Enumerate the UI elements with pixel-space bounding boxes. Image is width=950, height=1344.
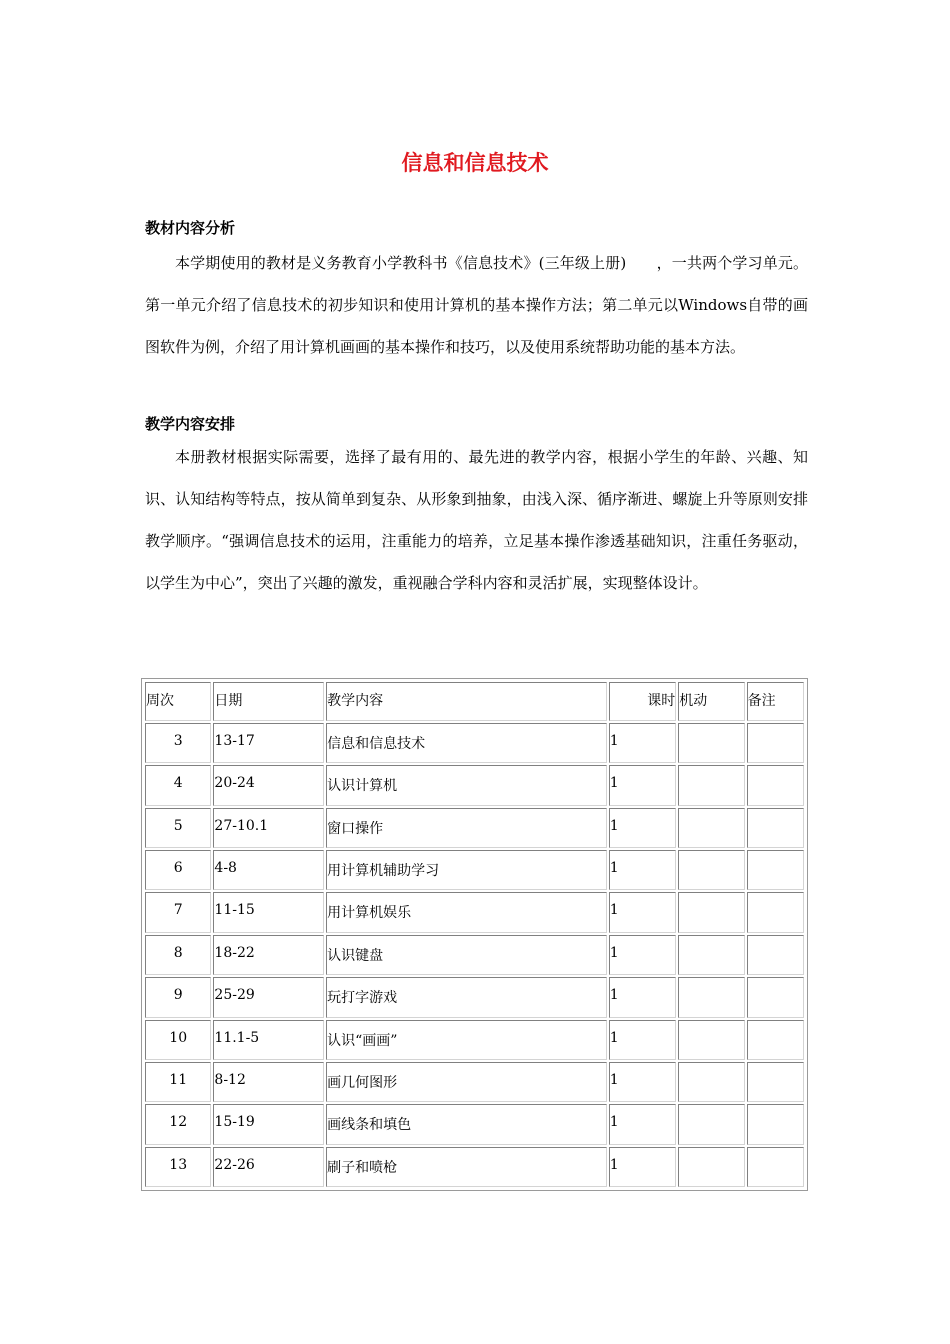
- cell-flex: [678, 892, 744, 932]
- header-date: 日期: [213, 682, 324, 721]
- cell-note: [747, 1020, 804, 1060]
- cell-week: 9: [145, 977, 211, 1017]
- cell-flex: [678, 1104, 744, 1144]
- cell-hours: 1: [609, 1147, 676, 1187]
- header-content: 教学内容: [326, 682, 607, 721]
- table-row: [145, 935, 804, 975]
- schedule-table: [141, 678, 808, 1191]
- cell-hours: 1: [609, 808, 676, 848]
- cell-note: [747, 935, 804, 975]
- header-note: 备注: [747, 682, 804, 721]
- cell-hours: 1: [609, 1062, 676, 1102]
- cell-week: 12: [145, 1104, 211, 1144]
- table-row: [145, 850, 804, 890]
- cell-note: [747, 723, 804, 763]
- cell-hours: 1: [609, 935, 676, 975]
- cell-week: 10: [145, 1020, 211, 1060]
- cell-content: 窗口操作: [326, 808, 607, 848]
- table-row: [145, 892, 804, 932]
- cell-date: 22-26: [213, 1147, 324, 1187]
- cell-week: 3: [145, 723, 211, 763]
- cell-flex: [678, 723, 744, 763]
- cell-note: [747, 1062, 804, 1102]
- cell-note: [747, 1104, 804, 1144]
- cell-week: 7: [145, 892, 211, 932]
- cell-flex: [678, 808, 744, 848]
- cell-flex: [678, 935, 744, 975]
- cell-week: 6: [145, 850, 211, 890]
- cell-date: 8-12: [213, 1062, 324, 1102]
- cell-note: [747, 892, 804, 932]
- cell-date: 27-10.1: [213, 808, 324, 848]
- cell-flex: [678, 1147, 744, 1187]
- cell-date: 11-15: [213, 892, 324, 932]
- table-row: [145, 723, 804, 763]
- section-heading-content-arrangement: 教学内容安排: [145, 415, 236, 433]
- header-hours: 课时: [609, 682, 676, 721]
- header-flex: 机动: [678, 682, 744, 721]
- cell-week: 4: [145, 765, 211, 805]
- cell-note: [747, 977, 804, 1017]
- section-heading-material-analysis: 教材内容分析: [145, 219, 236, 237]
- table-row: [145, 1104, 804, 1144]
- cell-flex: [678, 977, 744, 1017]
- cell-note: [747, 765, 804, 805]
- cell-week: 8: [145, 935, 211, 975]
- cell-content: 玩打字游戏: [326, 977, 607, 1017]
- cell-hours: 1: [609, 850, 676, 890]
- cell-week: 13: [145, 1147, 211, 1187]
- cell-flex: [678, 850, 744, 890]
- cell-note: [747, 850, 804, 890]
- table-row: [145, 808, 804, 848]
- cell-hours: 1: [609, 765, 676, 805]
- cell-week: 5: [145, 808, 211, 848]
- table-header-row: [145, 682, 804, 721]
- cell-note: [747, 1147, 804, 1187]
- cell-date: 11.1-5: [213, 1020, 324, 1060]
- cell-hours: 1: [609, 723, 676, 763]
- table-row: [145, 1147, 804, 1187]
- cell-date: 4-8: [213, 850, 324, 890]
- cell-content: 认识计算机: [326, 765, 607, 805]
- table-row: [145, 1062, 804, 1102]
- cell-flex: [678, 1062, 744, 1102]
- cell-content: 用计算机辅助学习: [326, 850, 607, 890]
- cell-content: 刷子和喷枪: [326, 1147, 607, 1187]
- cell-date: 25-29: [213, 977, 324, 1017]
- table-row: [145, 977, 804, 1017]
- cell-content: 画线条和填色: [326, 1104, 607, 1144]
- cell-hours: 1: [609, 1020, 676, 1060]
- header-week: 周次: [145, 682, 211, 721]
- cell-date: 15-19: [213, 1104, 324, 1144]
- cell-content: 用计算机娱乐: [326, 892, 607, 932]
- cell-content: 画几何图形: [326, 1062, 607, 1102]
- cell-hours: 1: [609, 1104, 676, 1144]
- cell-hours: 1: [609, 977, 676, 1017]
- page-title: 信息和信息技术: [401, 151, 549, 175]
- cell-content: 信息和信息技术: [326, 723, 607, 763]
- cell-flex: [678, 765, 744, 805]
- cell-date: 18-22: [213, 935, 324, 975]
- cell-flex: [678, 1020, 744, 1060]
- table-row: [145, 765, 804, 805]
- cell-hours: 1: [609, 892, 676, 932]
- cell-note: [747, 808, 804, 848]
- cell-content: 认识键盘: [326, 935, 607, 975]
- table-row: [145, 1020, 804, 1060]
- paragraph-content-arrangement: 本册教材根据实际需要，选择了最有用的、最先进的教学内容，根据小学生的年龄、兴趣、知识、认知结构等特点，按从简单到复杂、从形象到抽象，由浅入深、循序渐进、螺旋上升等原则安排教学顺序。“强调信息技术的运用，注重能力的培养，立足基本操作渗透基础知识，注重任务驱动，以学生为中心”，突出了兴趣的激发，重视融合学科内容和灵活扩展，实现整体设计。: [145, 448, 808, 592]
- cell-date: 20-24: [213, 765, 324, 805]
- cell-date: 13-17: [213, 723, 324, 763]
- schedule-table-body: [145, 682, 804, 1187]
- cell-week: 11: [145, 1062, 211, 1102]
- cell-content: 认识“画画”: [326, 1020, 607, 1060]
- paragraph-material-analysis: 本学期使用的教材是义务教育小学教科书《信息技术》(三年级上册) ，一共两个学习单元。第一单元介绍了信息技术的初步知识和使用计算机的基本操作方法；第二单元以Windows自带的画图软件为例，介绍了用计算机画画的基本操作和技巧，以及使用系统帮助功能的基本方法。: [145, 254, 808, 356]
